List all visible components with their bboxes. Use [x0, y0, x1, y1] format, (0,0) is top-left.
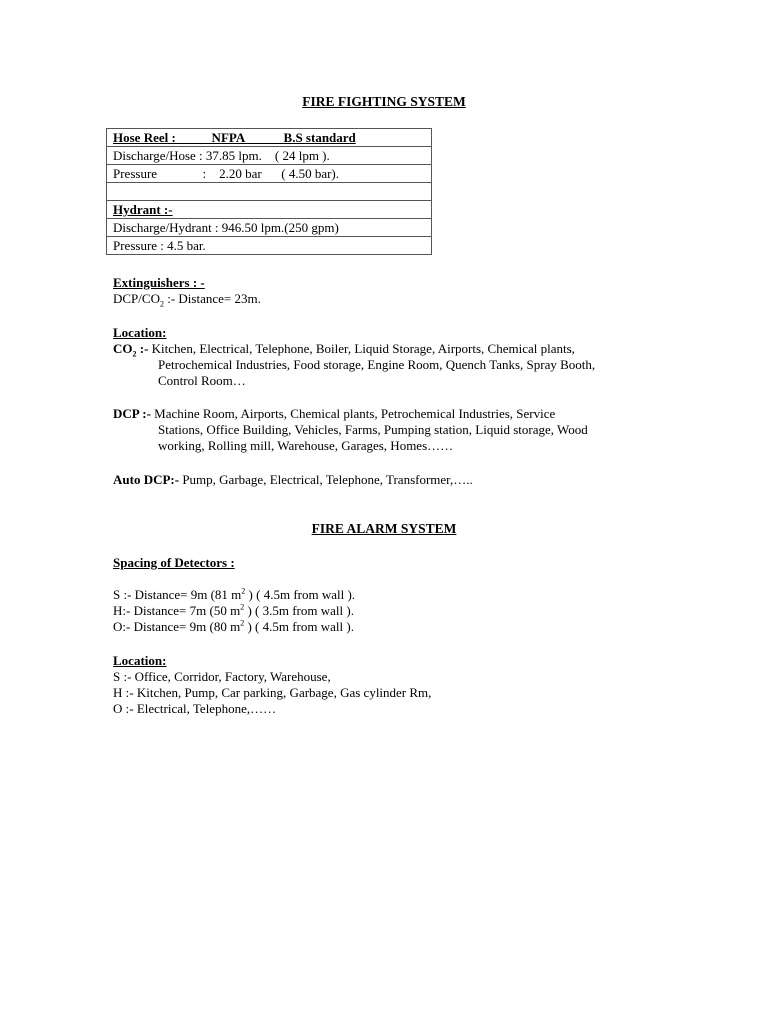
co2-label	[113, 341, 149, 359]
hydrant-header	[107, 201, 432, 219]
spacer	[113, 571, 673, 587]
auto-dcp-label: Auto DCP:-	[113, 472, 180, 487]
table-row	[107, 183, 432, 201]
hose-reel-header	[107, 129, 432, 147]
dcp-co2-rest: :- Distance= 23m.	[163, 291, 261, 306]
table-row	[107, 237, 432, 255]
spacing-h-sup: 2	[240, 602, 245, 612]
dcp-location-section	[113, 406, 673, 454]
alarm-location-o: O :- Electrical, Telephone,……	[113, 701, 277, 716]
location-heading: Location:	[113, 325, 167, 340]
hose-reel-header-text: Hose Reel : NFPA B.S standard	[113, 129, 356, 145]
co2-label-prefix: CO	[113, 341, 133, 356]
spacing-o-suffix: ) ( 4.5m from wall ).	[244, 619, 354, 634]
hose-reel-table	[106, 128, 432, 255]
spacing-h-prefix: H:- Distance= 7m (50 m	[113, 603, 241, 618]
co2-location-line-2: Petrochemical Industries, Food storage, Engine Room, Quench Tanks, Spray Booth,	[158, 357, 596, 372]
table-row	[107, 147, 432, 165]
hydrant-header-text: Hydrant :-	[113, 201, 173, 217]
spacing-h-line	[113, 603, 673, 619]
dcp-location-line-3: working, Rolling mill, Warehouse, Garages, Homes……	[158, 438, 454, 453]
blank-cell	[107, 183, 432, 201]
spacing-section	[113, 555, 673, 635]
discharge-hydrant-cell: Discharge/Hydrant : 946.50 lpm.(250 gpm)	[107, 219, 432, 237]
spacing-s-sup: 2	[241, 586, 246, 596]
spacing-o-line	[113, 619, 673, 635]
spacing-s-suffix: ) ( 4.5m from wall ).	[245, 587, 356, 602]
spacing-o-prefix: O:- Distance= 9m (80 m	[113, 619, 241, 634]
dcp-co2-distance	[113, 291, 673, 307]
table-row	[107, 129, 432, 147]
dcp-co2-subscript: 2	[159, 299, 164, 309]
spacing-s-prefix: S :- Distance= 9m (81 m	[113, 587, 242, 602]
dcp-label: DCP :-	[113, 406, 151, 421]
extinguisher-location-section	[113, 325, 673, 389]
spacing-h-suffix: ) ( 3.5m from wall ).	[244, 603, 354, 618]
table-row	[107, 219, 432, 237]
co2-location-text: Kitchen, Electrical, Telephone, Boiler, Liquid Storage, Airports, Chemical plants,	[148, 341, 575, 356]
alarm-location-section	[113, 653, 673, 717]
auto-dcp-line	[113, 472, 673, 488]
co2-location-line-3: Control Room…	[158, 373, 246, 388]
co2-label-suffix: :-	[136, 341, 149, 356]
dcp-location-line-2: Stations, Office Building, Vehicles, Farms, Pumping station, Liquid storage, Wood	[158, 422, 588, 437]
table-row	[107, 201, 432, 219]
discharge-hose-cell: Discharge/Hose : 37.85 lpm. ( 24 lpm ).	[107, 147, 432, 165]
fire-fighting-title: FIRE FIGHTING SYSTEM	[302, 94, 466, 109]
extinguishers-section	[113, 275, 673, 307]
auto-dcp-section	[113, 472, 673, 488]
dcp-co2-prefix: DCP/CO	[113, 291, 160, 306]
co2-label-subscript: 2	[132, 349, 137, 359]
alarm-location-heading: Location:	[113, 653, 167, 668]
spacing-s-line	[113, 587, 673, 603]
extinguishers-heading: Extinguishers : -	[113, 275, 205, 290]
table-row	[107, 165, 432, 183]
spacing-heading: Spacing of Detectors :	[113, 555, 235, 570]
alarm-location-s: S :- Office, Corridor, Factory, Warehouse,	[113, 669, 331, 684]
hydrant-pressure-cell: Pressure : 4.5 bar.	[107, 237, 432, 255]
dcp-location-text: Machine Room, Airports, Chemical plants, Petrochemical Industries, Service	[150, 406, 556, 421]
auto-dcp-text: Pump, Garbage, Electrical, Telephone, Transformer,…..	[179, 472, 473, 487]
co2-location-line	[113, 341, 673, 357]
alarm-location-h: H :- Kitchen, Pump, Car parking, Garbage, Gas cylinder Rm,	[113, 685, 432, 700]
fire-alarm-title: FIRE ALARM SYSTEM	[311, 521, 457, 536]
pressure-cell: Pressure : 2.20 bar ( 4.50 bar).	[107, 165, 432, 183]
dcp-location-line	[113, 406, 673, 422]
spacing-o-sup: 2	[240, 618, 245, 628]
